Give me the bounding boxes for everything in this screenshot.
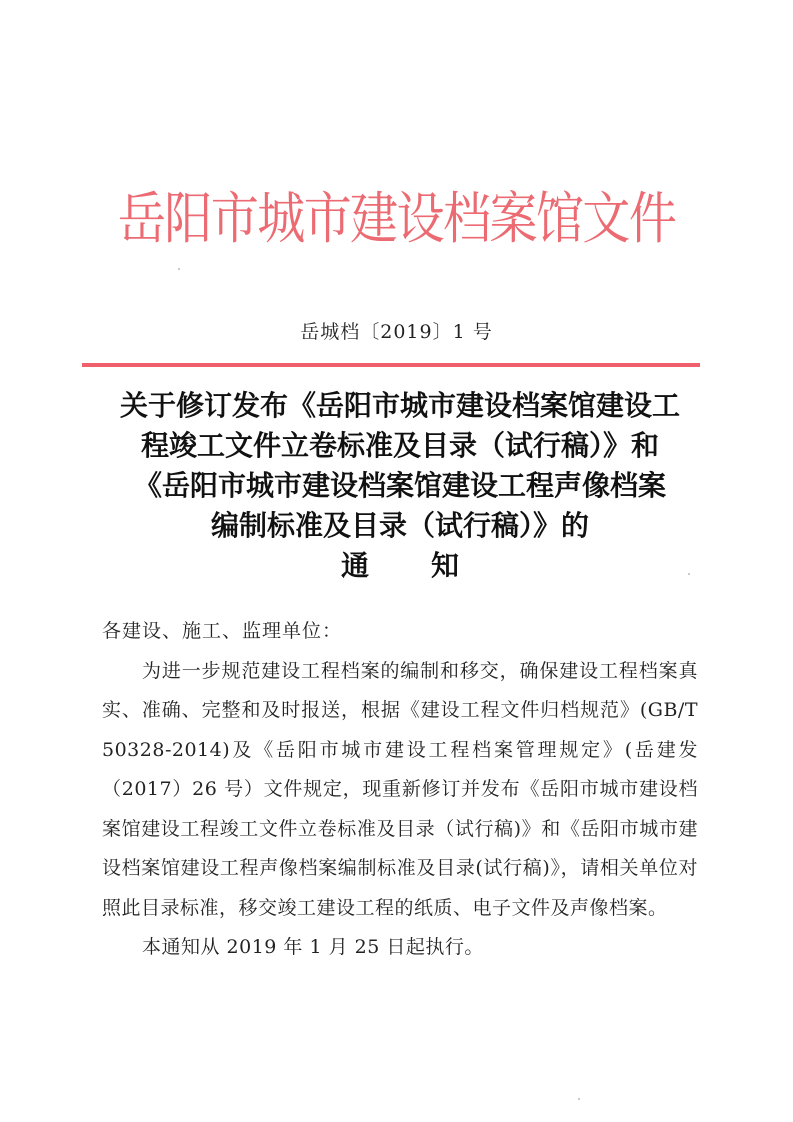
title-line-2: 程竣工文件立卷标准及目录（试行稿）》和 <box>140 429 659 462</box>
body-paragraph-effective-date: 本通知从 2019 年 1 月 25 日起执行。 <box>142 936 484 958</box>
scan-speck <box>178 268 180 270</box>
red-divider-rule <box>82 363 700 367</box>
title-line-1: 关于修订发布《岳阳市城市建设档案馆建设工 <box>119 389 680 422</box>
salutation: 各建设、施工、监理单位： <box>102 620 343 642</box>
notice-body <box>102 612 698 968</box>
title-line-4: 编制标准及目录（试行稿）》的 <box>210 509 589 542</box>
notice-title <box>80 386 720 586</box>
masthead-title: 岳阳市城市建设档案馆文件 <box>117 187 676 252</box>
title-notice-word: 通知 <box>340 549 521 582</box>
title-line-3: 《岳阳市城市建设档案馆建设工程声像档案 <box>133 469 666 502</box>
body-paragraph-main: 为进一步规范建设工程档案的编制和移交，确保建设工程档案真实、准确、完整和及时报送，根据《建设工程文件归档规范》(GB/T 50328-2014)及《岳阳市城市建设工程档案管理规定》(岳建发（2017）26 号）文件规定，现重新修订并发布《岳阳市城市建设档案馆建设工程竣工文件立卷标准及目录（试行稿)》和《岳阳市城市建设档案馆建设工程声像档案编制标准及目录(试行稿)》，请相关单位对照此目录标准，移交竣工建设工程的纸质、电子文件及声像档案。 <box>102 659 698 919</box>
document-number: 岳城档〔2019〕1 号 <box>300 321 493 343</box>
scan-speck <box>688 573 690 575</box>
scan-speck <box>578 1098 580 1100</box>
